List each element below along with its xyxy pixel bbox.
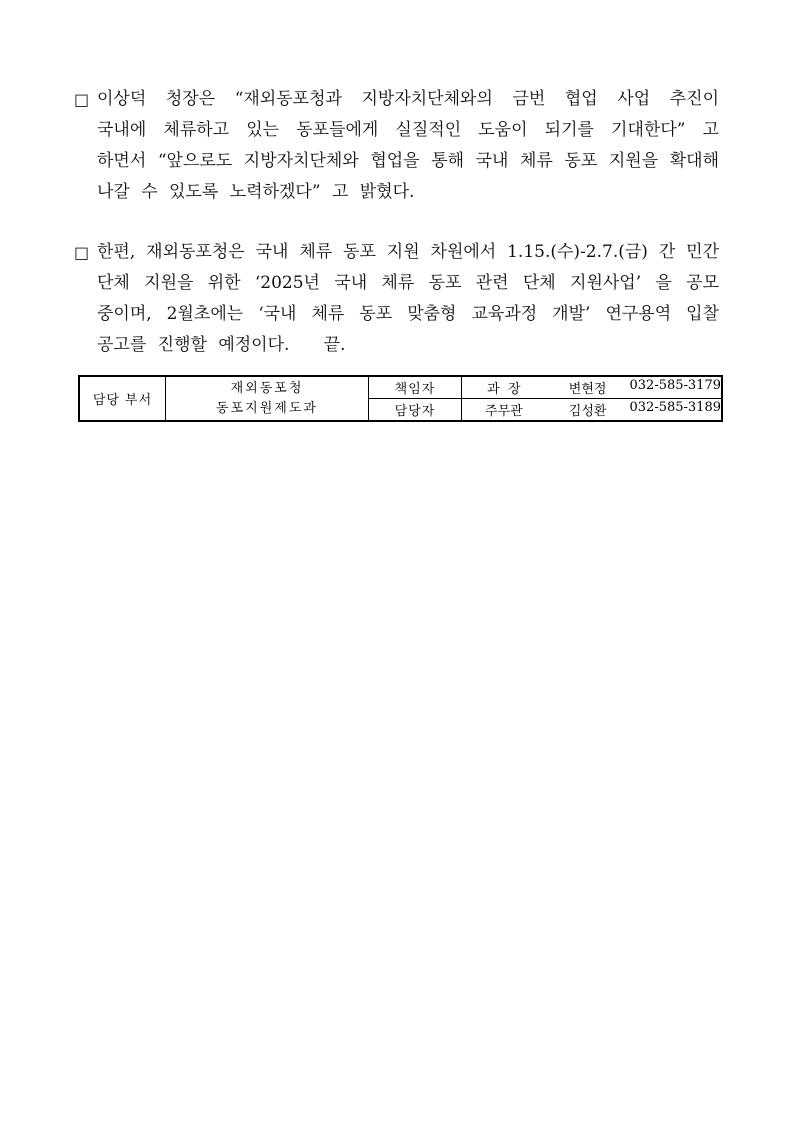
role-cell: 담당자: [369, 399, 462, 422]
paragraph-1: [74, 84, 719, 208]
person-phone: 032-585-3189: [629, 400, 721, 415]
square-bullet: □: [74, 243, 90, 262]
person-title: 주무관: [485, 404, 523, 419]
contact-row-1: [79, 376, 722, 399]
paragraph-line: 공고를 진행할 예정이다. 끝.: [97, 335, 346, 355]
person-cell: [462, 376, 723, 399]
person-name: 변현정: [568, 382, 607, 397]
paragraph-line: 나갈 수 있도록 노력하겠다” 고 밝혔다.: [97, 182, 415, 202]
paragraph-2: [74, 237, 719, 361]
dept-label-cell: 담당 부서: [79, 376, 166, 421]
paragraph-line: 하면서 “앞으로도 지방자치단체와 협업을 통해 국내 체류 동포 지원을 확대해: [97, 151, 719, 171]
paragraph-line: 중이며, 2월초에는 ‘국내 체류 동포 맞춤형 교육과정 개발’ 연구용역 입찰: [97, 304, 719, 324]
department-division: 동포지원제도과: [216, 400, 318, 416]
person-name: 김성환: [568, 404, 607, 419]
department-name: 재외동포청: [230, 380, 304, 396]
contact-table: [78, 375, 723, 422]
department-cell: [166, 376, 369, 421]
person-cell: [462, 399, 723, 422]
person-phone: 032-585-3179: [629, 378, 721, 393]
paragraph-line: 단체 지원을 위한 ‘2025년 국내 체류 동포 관련 단체 지원사업’ 을 공모: [97, 273, 719, 293]
square-bullet: □: [74, 90, 90, 109]
paragraph-line: 국내에 체류하고 있는 동포들에게 실질적인 도움이 되기를 기대한다” 고: [97, 120, 719, 140]
paragraph-line: 한편, 재외동포청은 국내 체류 동포 지원 차원에서 1.15.(수)-2.7.(금) 간 민간: [97, 242, 719, 262]
person-title: 과 장: [487, 382, 521, 397]
paragraph-2-lines: [97, 237, 719, 361]
paragraph-1-lines: [97, 84, 719, 208]
paragraph-line: 이상덕 청장은 “재외동포청과 지방자치단체와의 금번 협업 사업 추진이: [97, 89, 719, 109]
role-cell: 책임자: [369, 376, 462, 399]
